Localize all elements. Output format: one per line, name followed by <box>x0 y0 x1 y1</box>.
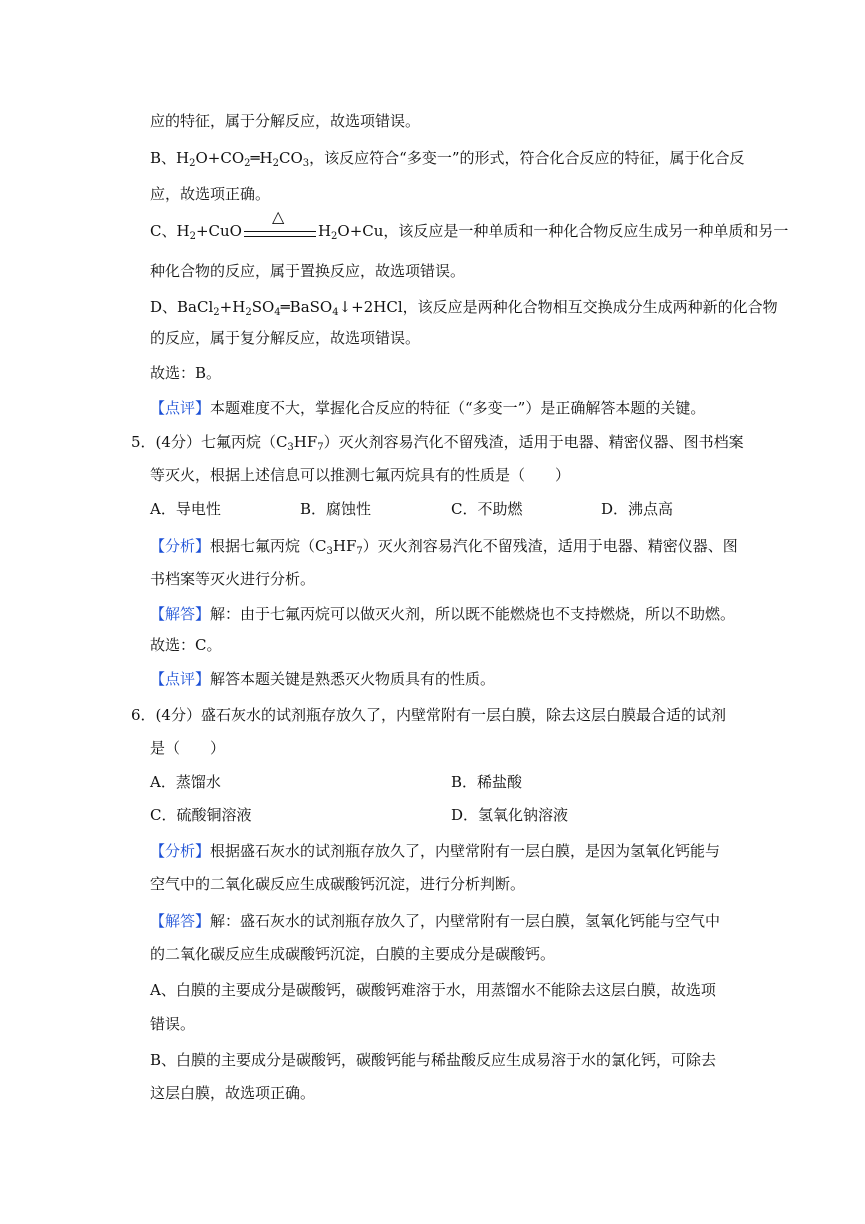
q6-option-a-explanation: A、白膜的主要成分是碳酸钙，碳酸钙难溶于水，用蒸馏水不能除去这层白膜，故选项 <box>150 981 716 999</box>
q5-comment: 【点评】解答本题关键是熟悉灭火物质具有的性质。 <box>150 670 496 688</box>
text-line: 应，故选项正确。 <box>150 185 271 203</box>
text-line: 书档案等灭火进行分析。 <box>150 570 316 588</box>
question-5-line2: 等灭火，根据上述信息可以推测七氟丙烷具有的性质是（ ） <box>150 466 571 484</box>
q6-option-b-explanation: B、白膜的主要成分是碳酸钙，碳酸钙能与稀盐酸反应生成易溶于水的氯化钙，可除去 <box>150 1051 717 1069</box>
answer-line: 故选：C。 <box>150 636 222 654</box>
q5-option-d: D．沸点高 <box>601 500 674 518</box>
comment-line: 【点评】本题难度不大，掌握化合反应的特征（“多变一”）是正确解答本题的关键。 <box>150 399 706 417</box>
option-c-explanation: C、$H_2+CuO$ △ $H_2O+Cu$，该反应是一种单质和一种化合物反应生成另一种单质和另一 <box>150 207 789 242</box>
q5-analysis: 【分析】根据七氟丙烷$(C_3HF_7)$灭火剂容易汽化不留残渣，适用于电器、精密仪器、图 <box>150 537 738 557</box>
text-line: 种化合物的反应，属于置换反应，故选项错误。 <box>150 262 466 280</box>
heating-condition-sign <box>242 207 318 241</box>
solution-tag: 【解答】 <box>150 912 211 930</box>
text-line: 的反应，属于复分解反应，故选项错误。 <box>150 329 421 347</box>
triangle-icon: △ <box>271 207 285 226</box>
q5-option-b: B．腐蚀性 <box>300 500 372 518</box>
q6-option-d: D．氢氧化钠溶液 <box>451 806 569 824</box>
q6-solution: 【解答】解：盛石灰水的试剂瓶存放久了，内壁常附有一层白膜，氢氧化钙能与空气中 <box>150 912 721 930</box>
question-6: 6．(4分）盛石灰水的试剂瓶存放久了，内壁常附有一层白膜，除去这层白膜最合适的试剂 <box>131 706 726 724</box>
text-line: 这层白膜，故选项正确。 <box>150 1084 316 1102</box>
q6-option-a: A．蒸馏水 <box>150 773 221 791</box>
q5-option-c: C．不助燃 <box>451 500 523 518</box>
q6-option-b: B．稀盐酸 <box>451 773 523 791</box>
q5-solution: 【解答】解：由于七氟丙烷可以做灭火剂，所以既不能燃烧也不支持燃烧，所以不助燃。 <box>150 605 736 623</box>
text-line: 应的特征，属于分解反应，故选项错误。 <box>150 112 421 130</box>
q6-option-c: C．硫酸铜溶液 <box>150 806 252 824</box>
comment-tag: 【点评】 <box>150 670 211 688</box>
question-6-line2: 是（ ） <box>150 739 226 757</box>
analysis-tag: 【分析】 <box>150 842 211 860</box>
q6-analysis: 【分析】根据盛石灰水的试剂瓶存放久了，内壁常附有一层白膜，是因为氢氧化钙能与 <box>150 842 721 860</box>
option-b-explanation: B、$H_2O+CO_2═H_2CO_3$，该反应符合“多变一”的形式，符合化合反应的特征，属于化合反 <box>150 149 745 169</box>
text-line: 错误。 <box>150 1015 196 1033</box>
answer-line: 故选：B。 <box>150 364 222 382</box>
comment-tag: 【点评】 <box>150 399 211 417</box>
q5-option-a: A．导电性 <box>150 500 221 518</box>
text-line: 空气中的二氧化碳反应生成碳酸钙沉淀，进行分析判断。 <box>150 875 526 893</box>
text-line: 的二氧化碳反应生成碳酸钙沉淀，白膜的主要成分是碳酸钙。 <box>150 945 556 963</box>
question-5: 5．(4分）七氟丙烷$(C_3HF_7)$灭火剂容易汽化不留残渣，适用于电器、精密仪器、图书档案 <box>131 433 744 453</box>
option-d-explanation: D、$BaCl_2+H_2SO_4═BaSO_4↓+2HCl$，该反应是两种化合物相互交换成分生成两种新的化合物 <box>150 298 778 318</box>
solution-tag: 【解答】 <box>150 605 211 623</box>
analysis-tag: 【分析】 <box>150 537 211 555</box>
